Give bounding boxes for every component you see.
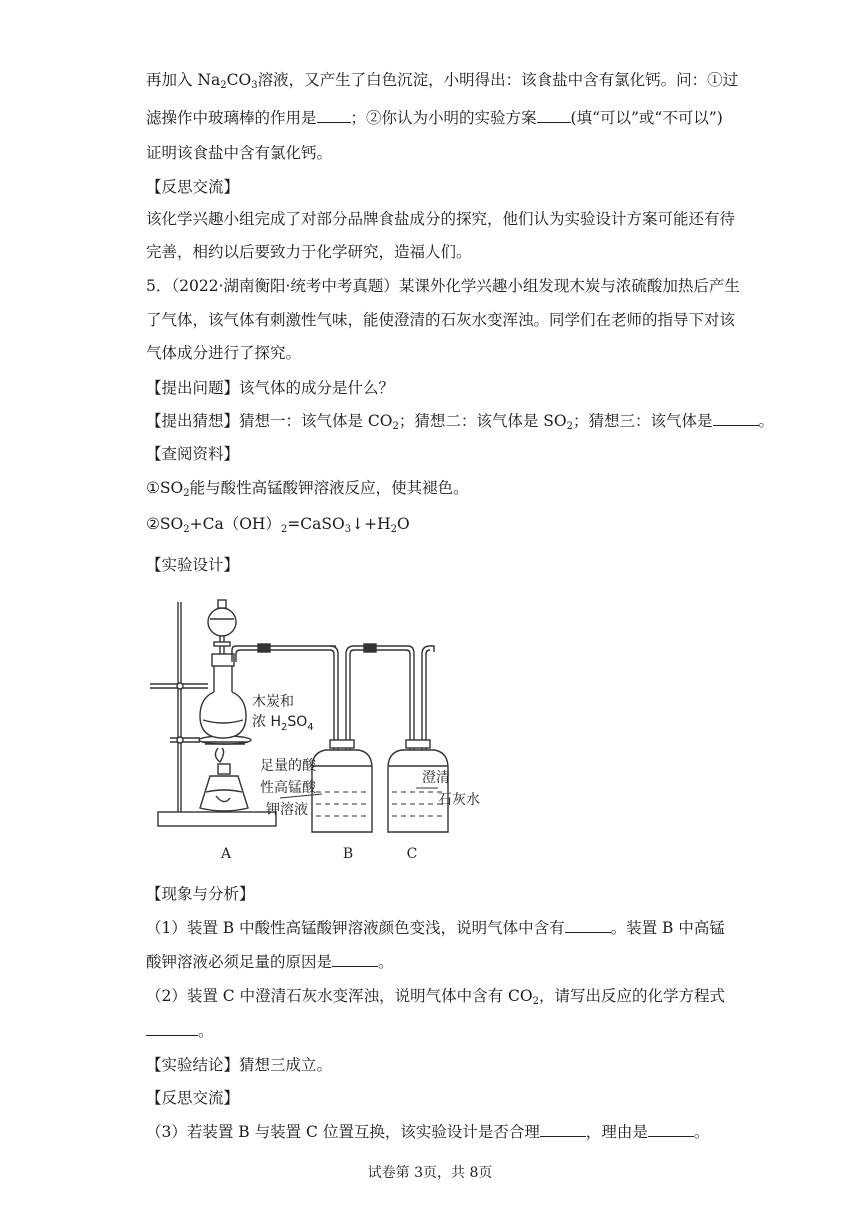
answer-blank[interactable] (540, 1122, 586, 1137)
text-line: 再加入 $Na_2CO_3$溶液，又产生了白色沉淀，小明得出：该食盐中含有氯化钙。问：①过 (146, 71, 739, 91)
section-heading: 【现象与分析】 (146, 885, 255, 903)
text-line: 该化学兴趣小组完成了对部分品牌食盐成分的探究，他们认为实验设计方案可能还有待 (146, 210, 736, 228)
label-kmno4: 足量的酸 (260, 758, 316, 774)
sub-question-2: （2）装置 C 中澄清石灰水变浑浊，说明气体中含有 $CO_2$，请写出反应的化学方程式 (146, 987, 725, 1007)
answer-blank[interactable] (332, 952, 378, 967)
answer-blank[interactable] (317, 108, 351, 123)
text-line: 滤操作中玻璃棒的作用是 ；②你认为小明的实验方案 (填“可以”或“不可以”) (146, 109, 723, 127)
question-5-stem: 5．（2022·湖南衡阳·统考中考真题）某课外化学兴趣小组发现木炭与浓硫酸加热后产生 (146, 277, 740, 295)
reference-2-equation: $②SO_2+Ca(OH)_2=CaSO_3↓+H_2O$ (146, 515, 410, 535)
section-heading: 【查阅资料】 (146, 445, 240, 463)
page-footer: 试卷第 3页，共 8页 (367, 1165, 493, 1181)
text-line: 了气体，该气体有刺激性气味，能使澄清的石灰水变浑浊。同学们在老师的指导下对该 (146, 311, 736, 329)
answer-blank[interactable] (648, 1122, 694, 1137)
text-line: 。 (146, 1021, 214, 1041)
raise-question: 【提出问题】该气体的成分是什么？ (146, 379, 395, 397)
hypotheses: 【提出猜想】猜想一：该气体是 $CO_2$；猜想二：该气体是 $SO_2$；猜想三：该气体是 。 (146, 412, 775, 432)
sub-question-1: （1）装置 B 中酸性高锰酸钾溶液颜色变浅，说明气体中含有 。装置 B 中高锰 (146, 919, 725, 937)
label-kmno4: 性高锰酸 (260, 780, 316, 796)
answer-blank[interactable] (146, 1021, 198, 1036)
text-line: 完善，相约以后要致力于化学研究，造福人们。 (146, 243, 472, 261)
label-kmno4: 钾溶液 (266, 802, 308, 818)
apparatus-diagram (150, 592, 480, 862)
sub-question-3: （3）若装置 B 与装置 C 位置互换，该实验设计是否合理 ，理由是 。 (146, 1123, 710, 1141)
label-acid: 浓 $H_2SO_4$ (252, 714, 314, 733)
answer-blank[interactable] (565, 918, 611, 933)
label-charcoal: 木炭和 (252, 694, 294, 710)
label-A: A (220, 846, 232, 862)
label-C: C (406, 846, 418, 862)
section-heading: 【反思交流】 (146, 178, 240, 196)
conclusion: 【实验结论】猜想三成立。 (146, 1056, 333, 1074)
answer-blank[interactable] (713, 411, 759, 426)
section-heading: 【实验设计】 (146, 556, 240, 574)
reference-1: $①SO_2$能与酸性高锰酸钾溶液反应，使其褪色。 (146, 479, 469, 499)
text-line: 证明该食盐中含有氯化钙。 (146, 144, 333, 162)
label-limewater: 石灰水 (438, 792, 480, 808)
label-B: B (342, 846, 354, 862)
text-line: 酸钾溶液必须足量的原因是 。 (146, 953, 394, 971)
text-line: 气体成分进行了探究。 (146, 344, 302, 362)
section-heading: 【反思交流】 (146, 1089, 240, 1107)
answer-blank[interactable] (537, 108, 571, 123)
label-limewater: 澄清 (422, 770, 450, 786)
